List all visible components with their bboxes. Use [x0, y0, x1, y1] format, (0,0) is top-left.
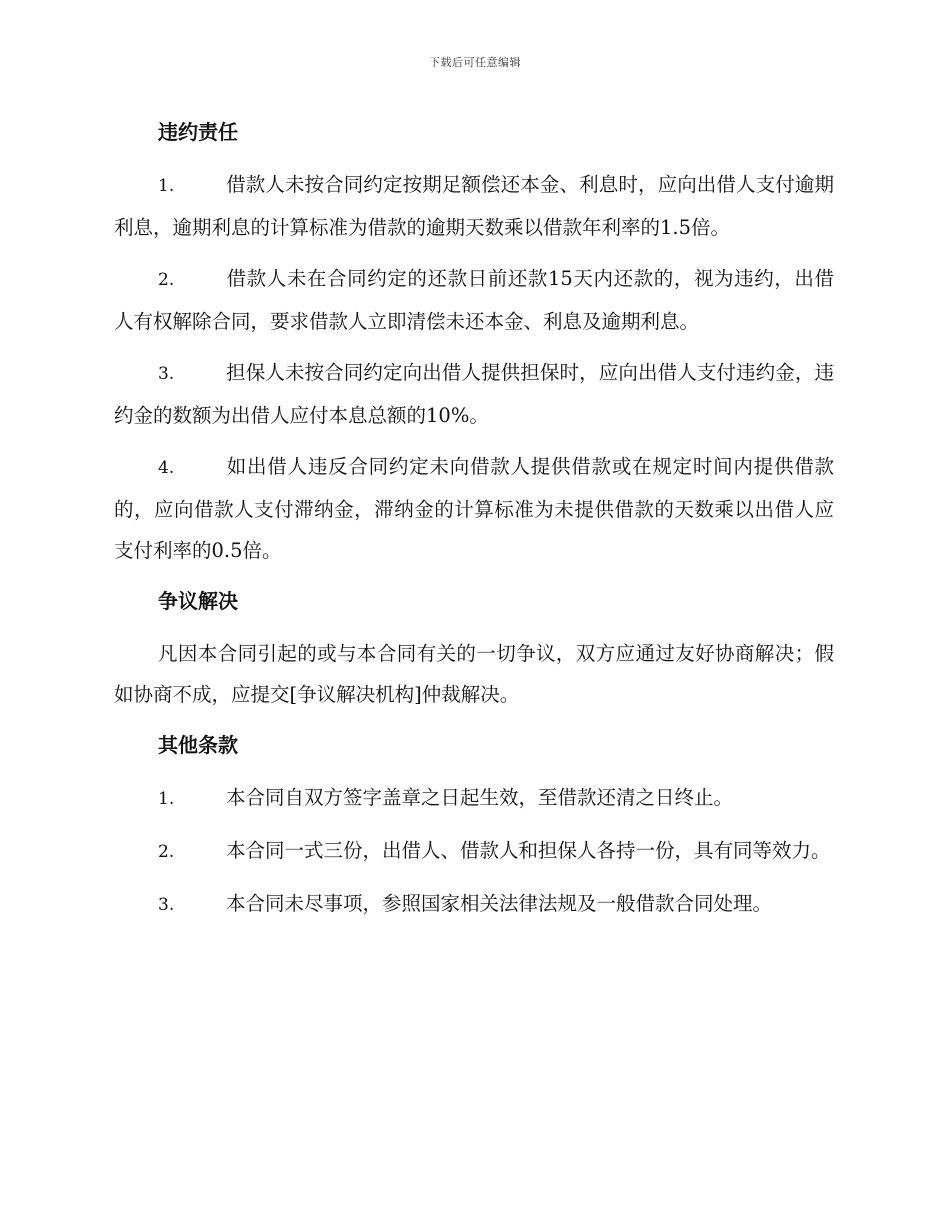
- other-item-2: [114, 830, 834, 873]
- item-text: 如出借人违反合同约定未向借款人提供借款或在规定时间内提供借款的，应向借款人支付滞纳金，滞纳金的计算标准为未提供借款的天数乘以出借人应支付利率的0.5倍。: [114, 455, 834, 562]
- item-number: 1.: [158, 789, 175, 809]
- document-body: [114, 112, 834, 936]
- item-text: 本合同未尽事项，参照国家相关法律法规及一般借款合同处理。: [226, 892, 773, 915]
- item-number: 3.: [158, 895, 175, 915]
- item-text: 借款人未在合同约定的还款日前还款15天内还款的，视为违约，出借人有权解除合同，要求借款人立即清偿未还本金、利息及逾期利息。: [114, 267, 834, 333]
- section-heading-breach: 违约责任: [158, 120, 238, 144]
- breach-item-4: [114, 446, 834, 571]
- section-heading-dispute: 争议解决: [158, 589, 238, 613]
- breach-item-3: [114, 352, 834, 436]
- item-text: 借款人未按合同约定按期足额偿还本金、利息时，应向出借人支付逾期利息，逾期利息的计算标准为借款的逾期天数乘以借款年利率的1.5倍。: [114, 173, 834, 239]
- item-number: 2.: [158, 842, 175, 862]
- dispute-paragraph: 凡因本合同引起的或与本合同有关的一切争议，双方应通过友好协商解决；假如协商不成，应提交[争议解决机构]仲裁解决。: [114, 642, 834, 706]
- breach-item-1: [114, 164, 834, 248]
- item-number: 1.: [158, 176, 175, 196]
- section-heading-other: 其他条款: [158, 733, 238, 757]
- breach-item-2: [114, 258, 834, 342]
- item-number: 2.: [158, 270, 175, 290]
- item-text: 担保人未按合同约定向出借人提供担保时，应向出借人支付违约金，违约金的数额为出借人应付本息总额的10%。: [114, 361, 834, 427]
- other-item-1: [114, 777, 834, 820]
- item-text: 本合同自双方签字盖章之日起生效，至借款还清之日终止。: [226, 786, 734, 809]
- header-note: 下载后可任意编辑: [429, 56, 521, 69]
- item-text: 本合同一式三份，出借人、借款人和担保人各持一份，具有同等效力。: [226, 839, 831, 862]
- item-number: 3.: [158, 364, 175, 384]
- item-number: 4.: [158, 458, 175, 478]
- other-item-3: [114, 883, 834, 926]
